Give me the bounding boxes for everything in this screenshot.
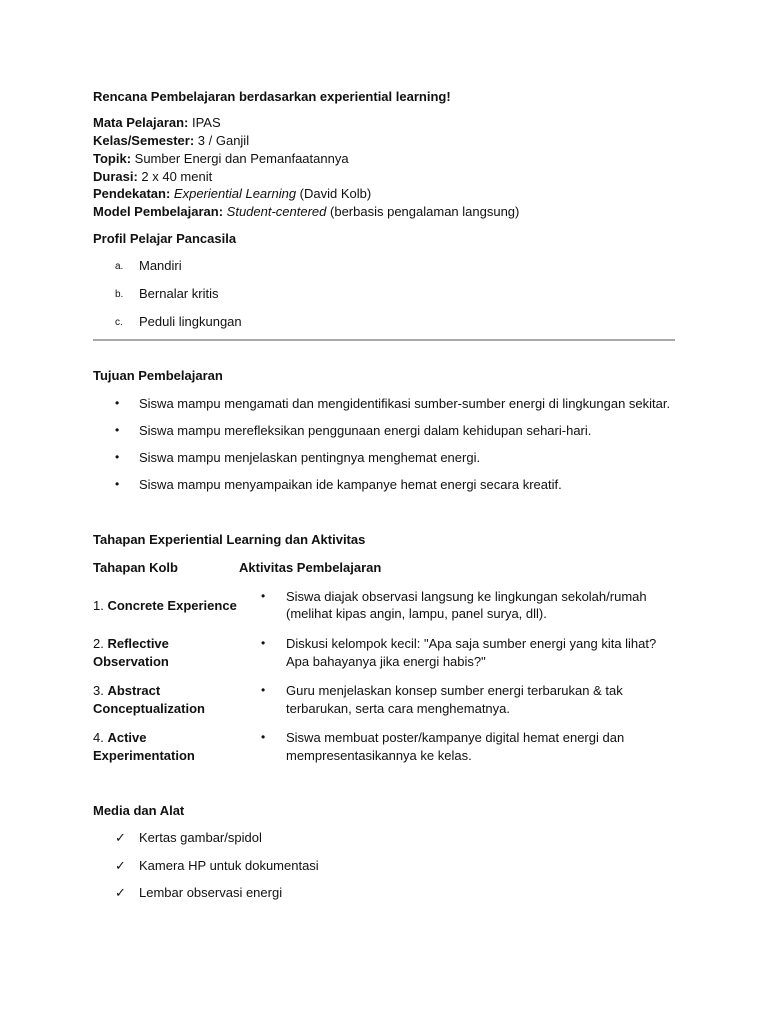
checkmark-icon: ✓ — [115, 830, 126, 845]
bullet-icon: • — [115, 477, 120, 491]
stage-name: Reflective — [107, 636, 169, 651]
stage-cell — [93, 729, 147, 746]
bullet-icon: • — [261, 730, 266, 744]
tujuan-item: Siswa mampu mengamati dan mengidentifikasi sumber-sumber energi di lingkungan sekitar. — [139, 396, 671, 411]
profil-marker: a. — [115, 261, 124, 272]
meta-approach — [93, 185, 371, 202]
media-heading: Media dan Alat — [93, 803, 185, 818]
activity-line: terbarukan, serta cara menghematnya. — [286, 701, 511, 716]
activity-line: Diskusi kelompok kecil: "Apa saja sumber energi yang kita lihat? — [286, 636, 657, 651]
stage-number: 4. — [93, 730, 108, 745]
bullet-icon: • — [115, 396, 120, 410]
stage-number: 3. — [93, 683, 108, 698]
meta-approach-italic: Experiential Learning — [170, 186, 297, 201]
activity-line: Guru menjelaskan konsep sumber energi terbarukan & tak — [286, 683, 623, 698]
profil-item: Peduli lingkungan — [139, 314, 242, 329]
activity-line: Apa bahayanya jika energi habis?" — [286, 654, 486, 669]
profil-marker: b. — [115, 289, 124, 300]
document-title: Rencana Pembelajaran berdasarkan experiential learning! — [93, 89, 451, 104]
meta-topic-label: Topik: — [93, 151, 132, 166]
meta-model-italic: Student-centered — [223, 204, 327, 219]
meta-model — [93, 203, 519, 220]
media-item: Kertas gambar/spidol — [139, 830, 262, 845]
tahapan-heading: Tahapan Experiential Learning dan Aktivitas — [93, 532, 366, 547]
table-header-stage: Tahapan Kolb — [93, 560, 178, 575]
stage-cell — [93, 597, 237, 614]
tujuan-item: Siswa mampu menyampaikan ide kampanye hemat energi secara kreatif. — [139, 477, 562, 492]
meta-class-label: Kelas/Semester: — [93, 133, 195, 148]
meta-subject — [93, 114, 221, 131]
meta-duration-value: 2 x 40 menit — [137, 169, 213, 184]
stage-name: Observation — [93, 654, 169, 669]
meta-class-value: 3 / Ganjil — [194, 133, 250, 148]
bullet-icon: • — [115, 450, 120, 464]
stage-name: Abstract — [107, 683, 161, 698]
stage-number: 1. — [93, 598, 108, 613]
stage-number: 2. — [93, 636, 108, 651]
tujuan-item: Siswa mampu menjelaskan pentingnya menghemat energi. — [139, 450, 481, 465]
profil-item: Mandiri — [139, 258, 182, 273]
bullet-icon: • — [261, 683, 266, 697]
stage-name: Experimentation — [93, 748, 195, 763]
bullet-icon: • — [115, 423, 120, 437]
stage-name: Concrete Experience — [107, 598, 237, 613]
table-header-activity: Aktivitas Pembelajaran — [239, 560, 382, 575]
stage-name: Conceptualization — [93, 701, 205, 716]
meta-duration — [93, 168, 212, 185]
horizontal-divider — [93, 339, 675, 341]
meta-topic — [93, 150, 349, 167]
meta-duration-label: Durasi: — [93, 169, 138, 184]
meta-approach-rest: (David Kolb) — [296, 186, 372, 201]
checkmark-icon: ✓ — [115, 885, 126, 900]
profil-item: Bernalar kritis — [139, 286, 219, 301]
activity-line: (melihat kipas angin, lampu, panel surya, dll). — [286, 606, 547, 621]
activity-line: Siswa membuat poster/kampanye digital hemat energi dan — [286, 730, 625, 745]
meta-model-rest: (berbasis pengalaman langsung) — [326, 204, 520, 219]
meta-topic-value: Sumber Energi dan Pemanfaatannya — [131, 151, 349, 166]
meta-model-label: Model Pembelajaran: — [93, 204, 224, 219]
tujuan-item: Siswa mampu merefleksikan penggunaan energi dalam kehidupan sehari-hari. — [139, 423, 592, 438]
meta-approach-label: Pendekatan: — [93, 186, 171, 201]
meta-subject-value: IPAS — [188, 115, 221, 130]
stage-cell — [93, 635, 169, 652]
stage-name: Active — [107, 730, 147, 745]
media-item: Lembar observasi energi — [139, 885, 283, 900]
activity-line: Siswa diajak observasi langsung ke lingkungan sekolah/rumah — [286, 589, 647, 604]
checkmark-icon: ✓ — [115, 858, 126, 873]
meta-subject-label: Mata Pelajaran: — [93, 115, 189, 130]
media-item: Kamera HP untuk dokumentasi — [139, 858, 319, 873]
profil-heading: Profil Pelajar Pancasila — [93, 231, 237, 246]
bullet-icon: • — [261, 636, 266, 650]
tujuan-heading: Tujuan Pembelajaran — [93, 368, 223, 383]
bullet-icon: • — [261, 589, 266, 603]
profil-marker: c. — [115, 317, 123, 328]
meta-class — [93, 132, 249, 149]
activity-line: mempresentasikannya ke kelas. — [286, 748, 472, 763]
stage-cell — [93, 682, 160, 699]
